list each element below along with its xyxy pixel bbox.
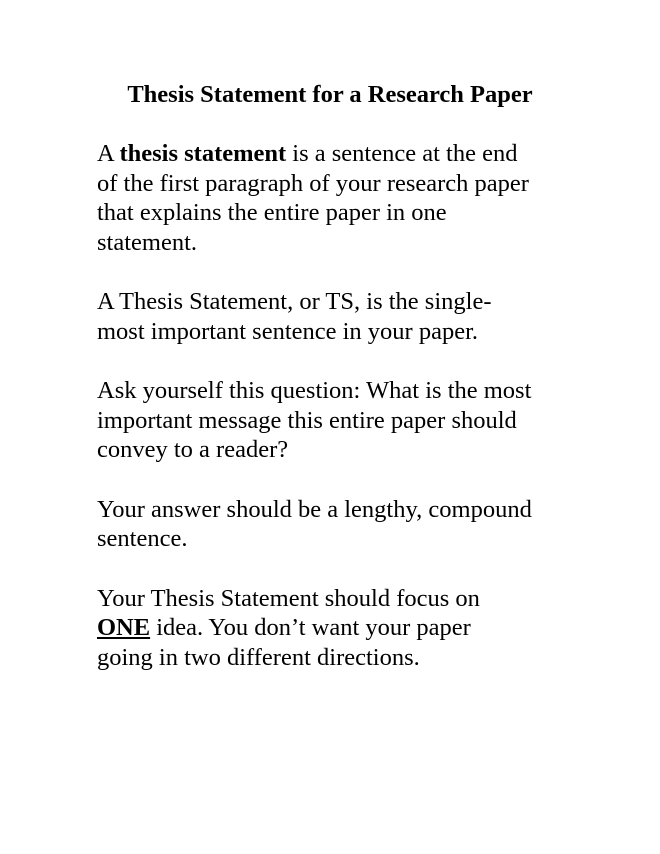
page-title: Thesis Statement for a Research Paper <box>127 81 533 108</box>
paragraph-focus <box>97 584 597 673</box>
text-line: statement. <box>97 228 198 256</box>
underlined-emphasis: ONE <box>97 614 151 641</box>
text-run: A <box>97 140 120 167</box>
text-line: going in two different directions. <box>97 643 420 671</box>
text-line: important message this entire paper should <box>97 406 517 434</box>
text-line: A Thesis Statement, or TS, is the single- <box>97 288 492 315</box>
text-line: Your Thesis Statement should focus on <box>97 584 480 612</box>
text-run: is a sentence at the end <box>286 140 518 167</box>
paragraph-importance <box>97 287 597 346</box>
text-line: sentence. <box>97 525 188 552</box>
text-line: convey to a reader? <box>97 436 289 463</box>
paragraph-answer <box>97 495 597 554</box>
bold-term: thesis statement <box>119 140 287 167</box>
text-line <box>97 613 597 643</box>
paragraph-question <box>97 376 597 465</box>
paragraph-definition <box>97 139 597 257</box>
text-line: that explains the entire paper in one <box>97 199 447 226</box>
text-line: Ask yourself this question: What is the most <box>97 377 532 404</box>
text-run: idea. You don’t want your paper <box>150 614 471 641</box>
text-line: most important sentence in your paper. <box>97 317 479 345</box>
text-line <box>97 139 597 169</box>
text-line: of the first paragraph of your research paper <box>97 169 529 197</box>
document-body <box>97 139 597 702</box>
text-line: Your answer should be a lengthy, compound <box>97 495 532 523</box>
